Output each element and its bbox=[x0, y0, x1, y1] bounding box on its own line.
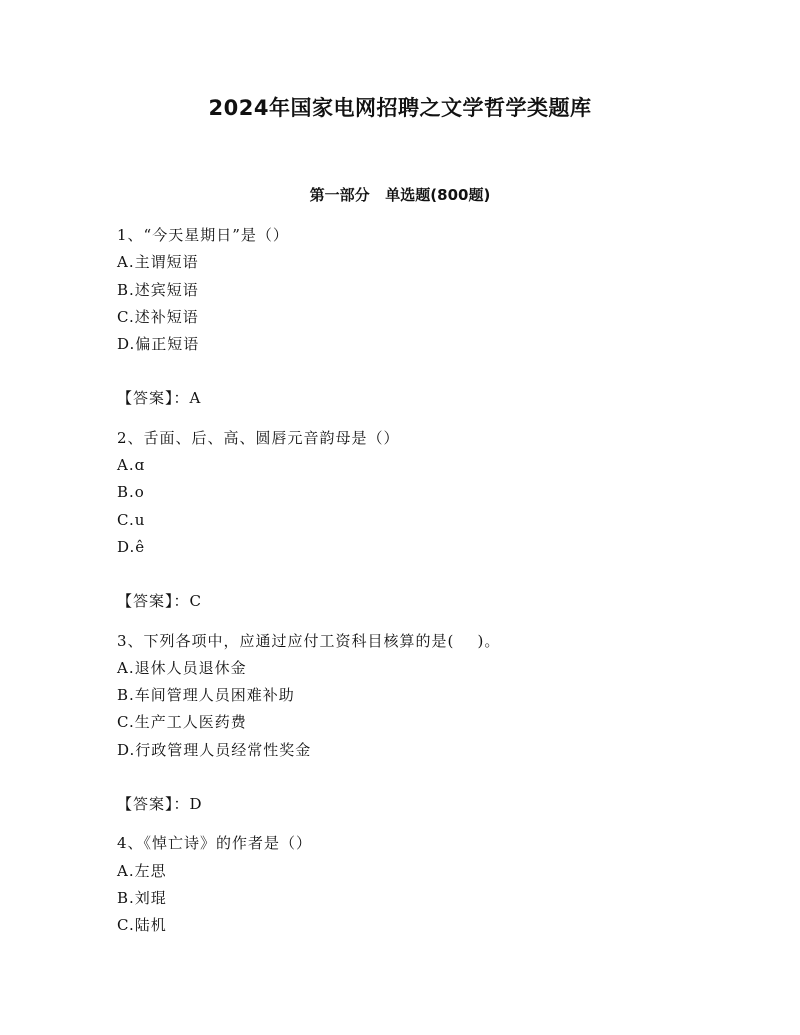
answer-option: D.偏正短语 bbox=[117, 335, 200, 354]
answer-key: 【答案】：C bbox=[117, 592, 202, 611]
question-block bbox=[117, 222, 737, 413]
question-block bbox=[117, 425, 737, 616]
answer-option: B.述宾短语 bbox=[117, 280, 199, 299]
answer-option: C.生产工人医药费 bbox=[117, 713, 247, 732]
question-list bbox=[117, 222, 737, 940]
question-stem: 3、下列各项中，应通过应付工资科目核算的是( )。 bbox=[117, 631, 501, 650]
answer-option: C.述补短语 bbox=[117, 307, 199, 326]
answer-option: A.主谓短语 bbox=[117, 253, 199, 272]
question-stem: 2、舌面、后、高、圆唇元音韵母是（） bbox=[117, 428, 400, 447]
answer-option: B.刘琨 bbox=[117, 888, 167, 907]
answer-key: 【答案】：A bbox=[117, 389, 202, 408]
question-stem: 1、“今天星期日”是（） bbox=[117, 226, 289, 244]
section-heading: 第一部分 单选题(800题) bbox=[309, 186, 491, 204]
answer-option: D.行政管理人员经常性奖金 bbox=[117, 740, 312, 759]
answer-option: B.o bbox=[117, 483, 145, 502]
answer-option: A.左思 bbox=[117, 861, 167, 880]
answer-option: C.u bbox=[117, 510, 146, 529]
answer-key: 【答案】：D bbox=[117, 795, 203, 814]
document-title: 2024年国家电网招聘之文学哲学类题库 bbox=[208, 96, 592, 120]
answer-option: B.车间管理人员困难补助 bbox=[117, 686, 295, 705]
question-block bbox=[117, 830, 737, 939]
question-block bbox=[117, 628, 737, 819]
question-stem: 4、《悼亡诗》的作者是（） bbox=[117, 834, 313, 853]
answer-option: A.ɑ bbox=[117, 456, 146, 475]
answer-option: A.退休人员退休金 bbox=[117, 658, 247, 677]
answer-option: C.陆机 bbox=[117, 916, 167, 935]
answer-option: D.ê bbox=[117, 537, 146, 556]
